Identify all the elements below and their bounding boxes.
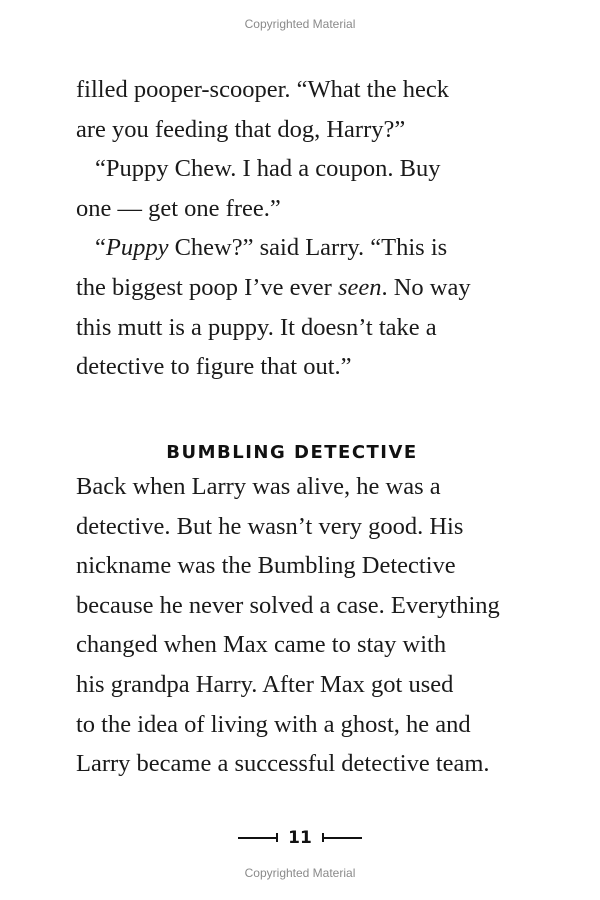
text-line: are you feeding that dog, Harry?”	[76, 115, 406, 143]
text-line: changed when Max came to stay with	[76, 631, 447, 659]
text-line	[76, 268, 536, 308]
italic-text: seen	[337, 273, 382, 301]
text-segment: “	[95, 234, 106, 262]
dialogue-paragraphs	[76, 70, 536, 387]
text-line: detective. But he wasn’t very good. His	[76, 512, 464, 540]
folio-rule-left	[238, 837, 278, 839]
text-segment: the biggest poop I’ve ever	[76, 273, 338, 301]
page-folio	[0, 828, 600, 848]
text-line: detective to figure that out.”	[76, 353, 352, 381]
text-segment: . No way	[381, 273, 471, 301]
italic-text: Puppy	[105, 234, 169, 262]
text-line: Back when Larry was alive, he was a	[76, 473, 441, 500]
text-line: his grandpa Harry. After Max got used	[76, 670, 454, 698]
folio-rule-right	[322, 837, 362, 839]
text-segment: Chew?” said Larry. “This is	[168, 234, 448, 262]
text-line: one — get one free.”	[76, 194, 281, 222]
text-line: because he never solved a case. Everything	[76, 591, 500, 619]
text-line: nickname was the Bumbling Detective	[76, 552, 456, 580]
text-line: to the idea of living with a ghost, he and	[76, 710, 471, 738]
text-line	[76, 228, 536, 268]
text-line: “Puppy Chew. I had a coupon. Buy	[95, 155, 441, 183]
page-number: 11	[288, 828, 312, 848]
text-line: filled pooper-scooper. “What the heck	[76, 76, 449, 103]
body-paragraph	[76, 467, 536, 784]
copyright-footer: Copyrighted Material	[244, 866, 356, 880]
text-line: this mutt is a puppy. It doesn’t take a	[76, 313, 437, 341]
copyright-header: Copyrighted Material	[244, 17, 356, 31]
section-heading: BUMBLING DETECTIVE	[166, 442, 418, 463]
text-line: Larry became a successful detective team.	[76, 750, 490, 778]
